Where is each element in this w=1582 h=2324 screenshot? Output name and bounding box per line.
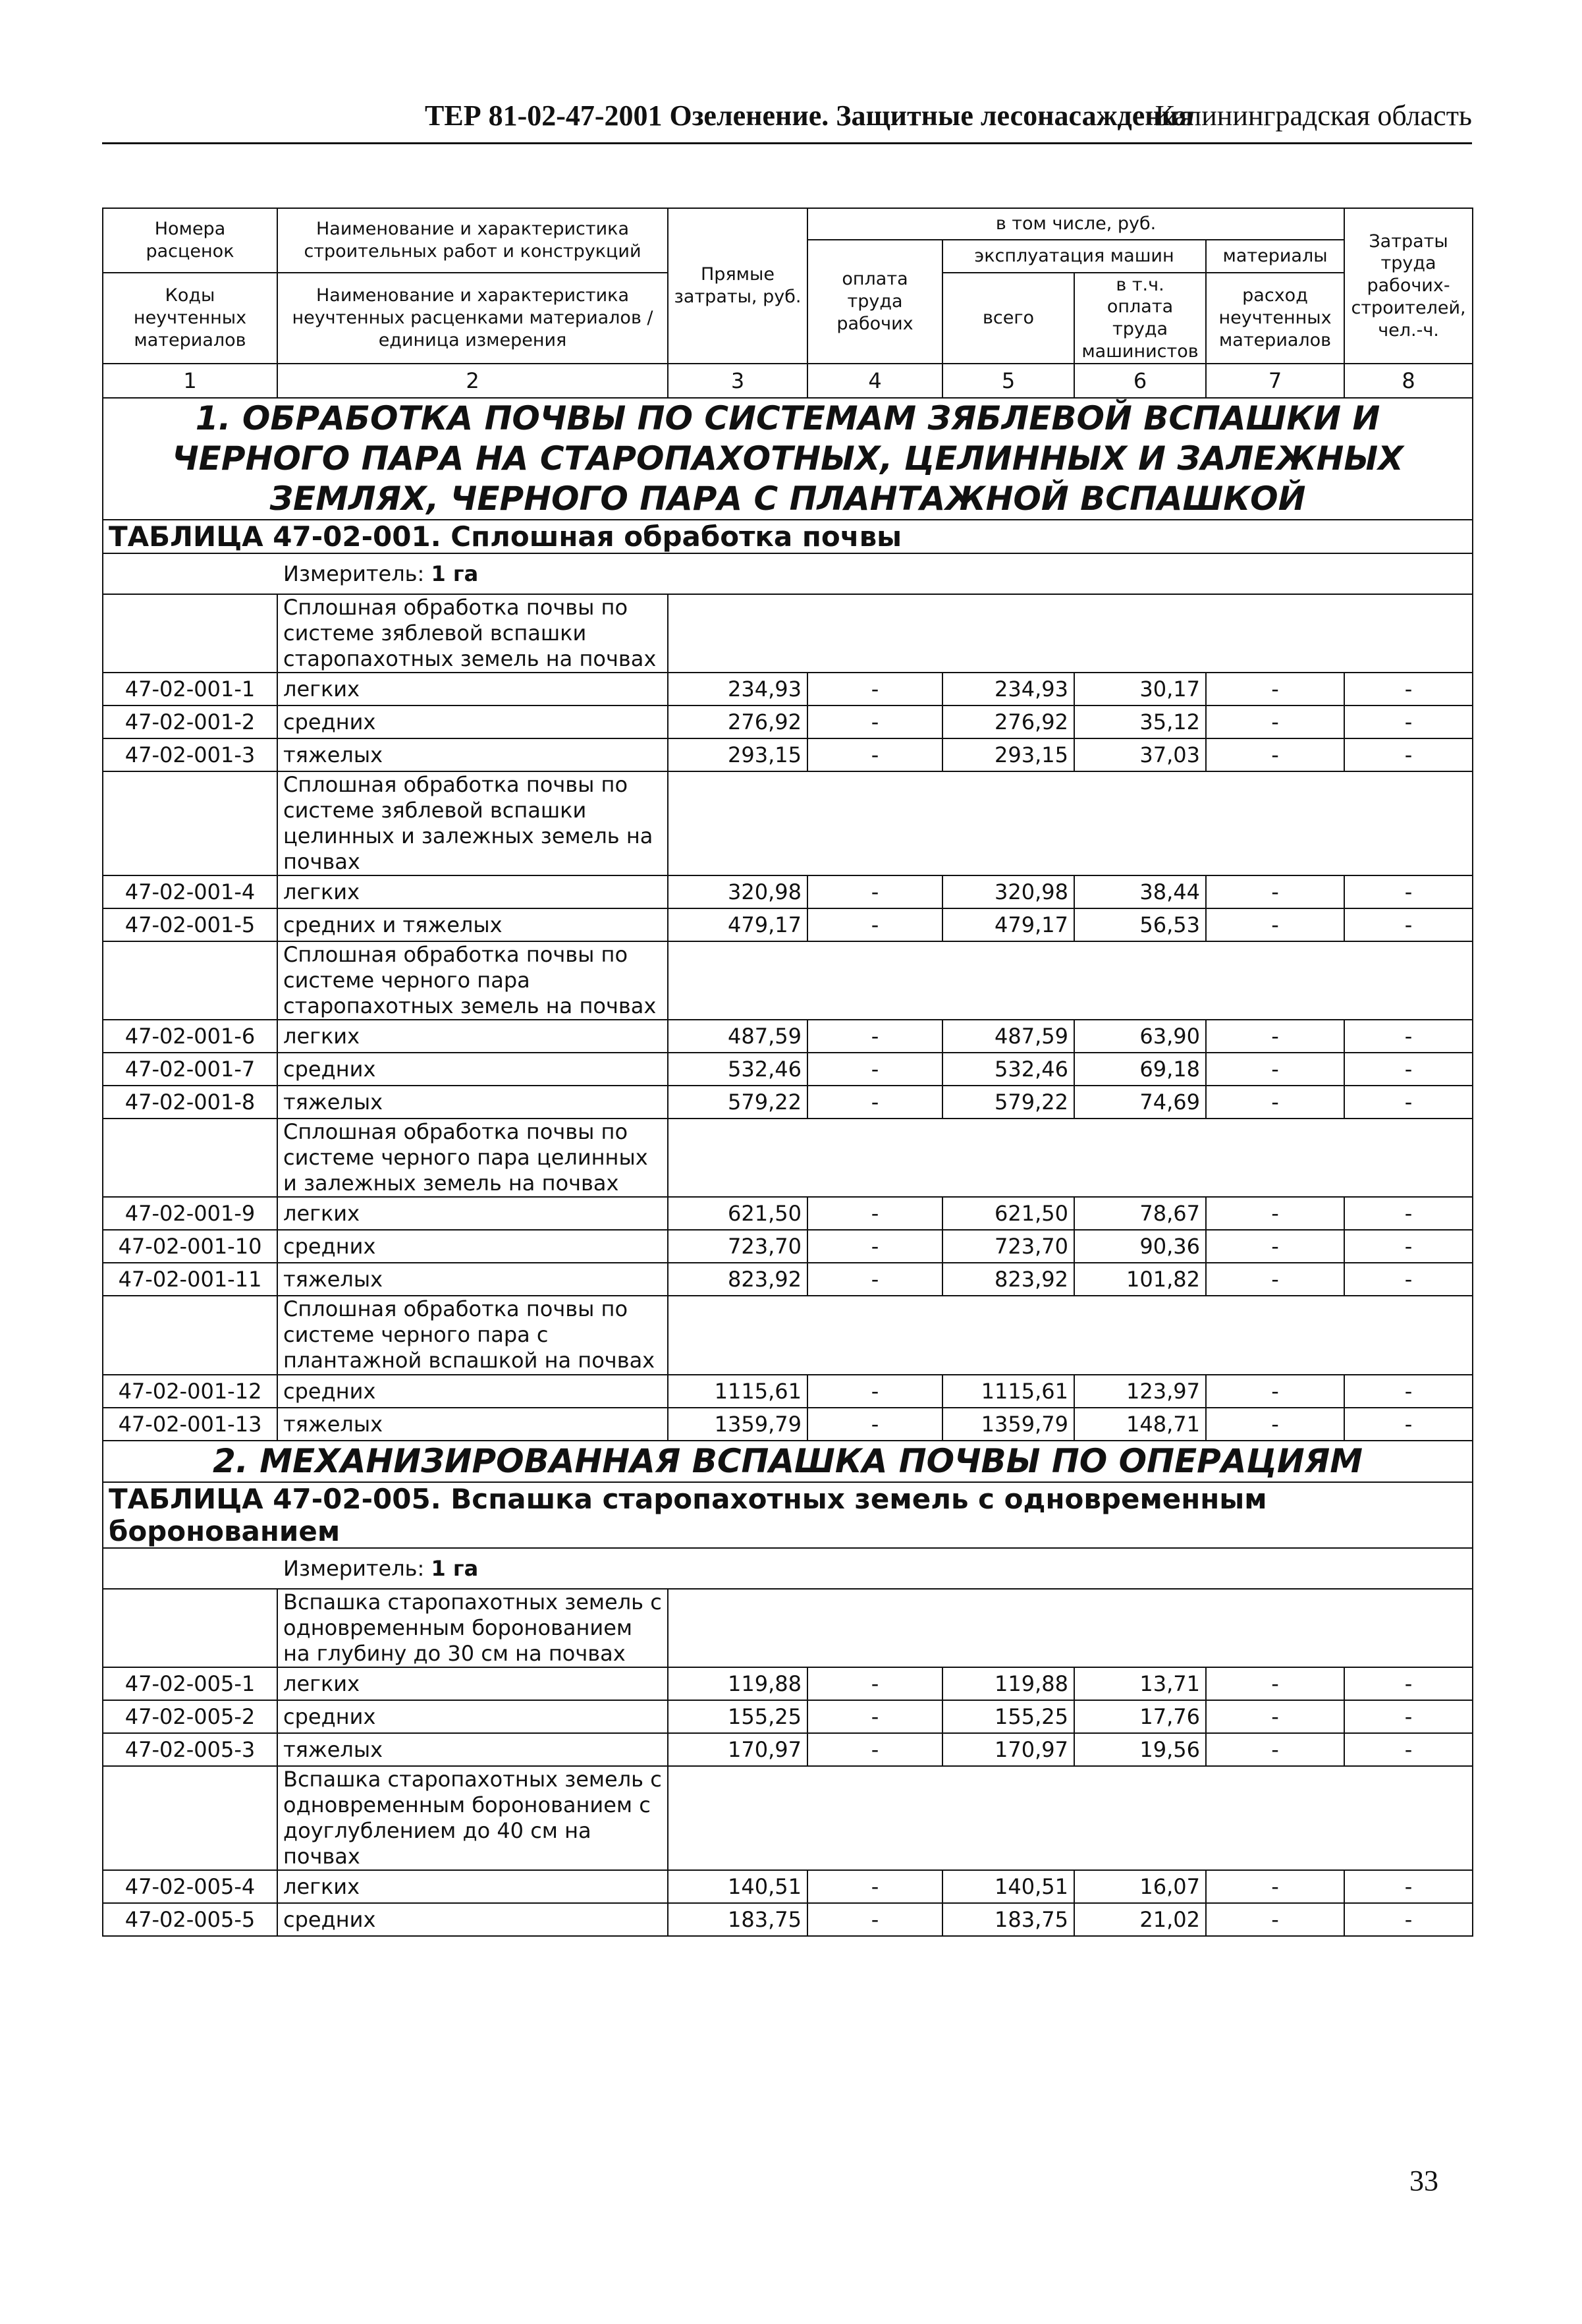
col-number: 8 — [1344, 364, 1473, 398]
col-number: 3 — [668, 364, 807, 398]
labor-value: - — [1344, 875, 1473, 908]
running-header — [102, 99, 1472, 144]
soil-type: средних — [277, 1700, 668, 1733]
rate-code: 47-02-001-5 — [103, 908, 277, 941]
materials-value: - — [1206, 1020, 1344, 1053]
operators-pay: 56,53 — [1074, 908, 1206, 941]
col-header-material-codes: Коды неучтенных материалов — [103, 273, 277, 364]
workers-pay: - — [807, 673, 942, 706]
workers-pay: - — [807, 1903, 942, 1936]
operators-pay: 16,07 — [1074, 1870, 1206, 1903]
materials-value: - — [1206, 1408, 1344, 1441]
table-row — [103, 1733, 1473, 1766]
labor-value: - — [1344, 706, 1473, 738]
soil-type: легких — [277, 1870, 668, 1903]
workers-pay: - — [807, 1375, 942, 1408]
direct-costs: 532,46 — [668, 1053, 807, 1086]
workers-pay: - — [807, 738, 942, 771]
group-values-blank — [668, 1119, 1473, 1197]
col-header-material-name: Наименование и характеристика неучтенных расценками материалов / единица измерения — [277, 273, 668, 364]
table-row — [103, 1263, 1473, 1296]
labor-value: - — [1344, 738, 1473, 771]
workers-pay: - — [807, 1733, 942, 1766]
soil-type: тяжелых — [277, 1408, 668, 1441]
materials-value: - — [1206, 1870, 1344, 1903]
labor-value: - — [1344, 1375, 1473, 1408]
operators-pay: 74,69 — [1074, 1086, 1206, 1119]
soil-type: тяжелых — [277, 1263, 668, 1296]
machines-total: 1115,61 — [942, 1375, 1074, 1408]
group-description: Сплошная обработка почвы по системе черного пара целинных и залежных земель на почвах — [277, 1119, 668, 1197]
machines-total: 276,92 — [942, 706, 1074, 738]
labor-value: - — [1344, 1020, 1473, 1053]
materials-value: - — [1206, 1375, 1344, 1408]
page-number: 33 — [1409, 2165, 1438, 2197]
group-code-blank — [103, 1766, 277, 1870]
soil-type: средних — [277, 1053, 668, 1086]
operators-pay: 78,67 — [1074, 1197, 1206, 1230]
workers-pay: - — [807, 706, 942, 738]
table-row — [103, 1408, 1473, 1441]
table-row — [103, 1870, 1473, 1903]
table-row — [103, 1020, 1473, 1053]
direct-costs: 119,88 — [668, 1667, 807, 1700]
rate-code: 47-02-001-6 — [103, 1020, 277, 1053]
soil-type: легких — [277, 1197, 668, 1230]
direct-costs: 155,25 — [668, 1700, 807, 1733]
col-header-workers-pay: оплата труда рабочих — [807, 240, 942, 364]
materials-value: - — [1206, 1053, 1344, 1086]
section-title: 1. ОБРАБОТКА ПОЧВЫ ПО СИСТЕМАМ ЗЯБЛЕВОЙ ВСПАШКИ И ЧЕРНОГО ПАРА НА СТАРОПАХОТНЫХ, ЦЕЛИННЫХ И ЗАЛЕЖНЫХ ЗЕМЛЯХ, ЧЕРНОГО ПАРА С ПЛАНТАЖНОЙ ВСПАШКОЙ — [103, 398, 1473, 520]
rate-code: 47-02-001-1 — [103, 673, 277, 706]
group-code-blank — [103, 1119, 277, 1197]
group-values-blank — [668, 941, 1473, 1020]
machines-total: 293,15 — [942, 738, 1074, 771]
operators-pay: 37,03 — [1074, 738, 1206, 771]
section-title: 2. МЕХАНИЗИРОВАННАЯ ВСПАШКА ПОЧВЫ ПО ОПЕРАЦИЯМ — [103, 1441, 1473, 1482]
soil-type: средних — [277, 1903, 668, 1936]
soil-type: легких — [277, 1667, 668, 1700]
group-description: Сплошная обработка почвы по системе зяблевой вспашки целинных и залежных земель на почвах — [277, 771, 668, 875]
group-description: Сплошная обработка почвы по системе зяблевой вспашки старопахотных земель на почвах — [277, 594, 668, 673]
group-code-blank — [103, 941, 277, 1020]
table-title: ТАБЛИЦА 47-02-001. Сплошная обработка почвы — [103, 520, 1473, 553]
rate-code: 47-02-005-2 — [103, 1700, 277, 1733]
soil-type: средних и тяжелых — [277, 908, 668, 941]
machines-total: 621,50 — [942, 1197, 1074, 1230]
rate-code: 47-02-005-3 — [103, 1733, 277, 1766]
machines-total: 170,97 — [942, 1733, 1074, 1766]
table-row — [103, 1903, 1473, 1936]
col-number: 5 — [942, 364, 1074, 398]
operators-pay: 19,56 — [1074, 1733, 1206, 1766]
group-values-blank — [668, 594, 1473, 673]
measure-value: 1 га — [431, 1555, 479, 1581]
rate-code: 47-02-005-5 — [103, 1903, 277, 1936]
soil-type: средних — [277, 1230, 668, 1263]
rate-code: 47-02-001-8 — [103, 1086, 277, 1119]
workers-pay: - — [807, 1263, 942, 1296]
table-row — [103, 1053, 1473, 1086]
direct-costs: 479,17 — [668, 908, 807, 941]
direct-costs: 320,98 — [668, 875, 807, 908]
group-values-blank — [668, 1296, 1473, 1374]
measure-unit — [103, 553, 1473, 594]
group-code-blank — [103, 1296, 277, 1374]
materials-value: - — [1206, 706, 1344, 738]
operators-pay: 123,97 — [1074, 1375, 1206, 1408]
col-header-material-consumption: расход неучтенных материалов — [1206, 273, 1344, 364]
col-header-direct-costs: Прямые затраты, руб. — [668, 208, 807, 364]
machines-total: 532,46 — [942, 1053, 1074, 1086]
soil-type: средних — [277, 1375, 668, 1408]
labor-value: - — [1344, 1197, 1473, 1230]
col-header-rate-numbers: Номера расценок — [103, 208, 277, 273]
materials-value: - — [1206, 1086, 1344, 1119]
machines-total: 579,22 — [942, 1086, 1074, 1119]
soil-type: тяжелых — [277, 1086, 668, 1119]
col-number: 7 — [1206, 364, 1344, 398]
table-row — [103, 673, 1473, 706]
direct-costs: 234,93 — [668, 673, 807, 706]
labor-value: - — [1344, 1230, 1473, 1263]
table-title: ТАБЛИЦА 47-02-005. Вспашка старопахотных земель с одновременным боронованием — [103, 1482, 1473, 1548]
rate-code: 47-02-005-4 — [103, 1870, 277, 1903]
workers-pay: - — [807, 1053, 942, 1086]
direct-costs: 579,22 — [668, 1086, 807, 1119]
rate-code: 47-02-005-1 — [103, 1667, 277, 1700]
direct-costs: 1115,61 — [668, 1375, 807, 1408]
direct-costs: 183,75 — [668, 1903, 807, 1936]
group-description: Сплошная обработка почвы по системе черного пара с плантажной вспашкой на почвах — [277, 1296, 668, 1374]
group-code-blank — [103, 771, 277, 875]
materials-value: - — [1206, 908, 1344, 941]
table-row — [103, 1230, 1473, 1263]
group-code-blank — [103, 1589, 277, 1667]
labor-value: - — [1344, 1733, 1473, 1766]
labor-value: - — [1344, 1667, 1473, 1700]
col-header-materials: материалы — [1206, 240, 1344, 273]
rate-code: 47-02-001-3 — [103, 738, 277, 771]
labor-value: - — [1344, 1263, 1473, 1296]
materials-value: - — [1206, 1230, 1344, 1263]
materials-value: - — [1206, 1667, 1344, 1700]
rate-code: 47-02-001-13 — [103, 1408, 277, 1441]
machines-total: 1359,79 — [942, 1408, 1074, 1441]
operators-pay: 35,12 — [1074, 706, 1206, 738]
running-header-title: ТЕР 81-02-47-2001 Озеленение. Защитные лесонасаждения — [425, 99, 1194, 132]
col-header-operators-pay: в т.ч. оплата труда машинистов — [1074, 273, 1206, 364]
direct-costs: 170,97 — [668, 1733, 807, 1766]
rate-code: 47-02-001-10 — [103, 1230, 277, 1263]
machines-total: 234,93 — [942, 673, 1074, 706]
group-description: Вспашка старопахотных земель с одновременным боронованием с доуглублением до 40 см на почвах — [277, 1766, 668, 1870]
workers-pay: - — [807, 1230, 942, 1263]
workers-pay: - — [807, 908, 942, 941]
table-row — [103, 706, 1473, 738]
col-number: 4 — [807, 364, 942, 398]
materials-value: - — [1206, 1263, 1344, 1296]
machines-total: 487,59 — [942, 1020, 1074, 1053]
operators-pay: 101,82 — [1074, 1263, 1206, 1296]
table-row — [103, 1700, 1473, 1733]
machines-total: 479,17 — [942, 908, 1074, 941]
direct-costs: 487,59 — [668, 1020, 807, 1053]
operators-pay: 21,02 — [1074, 1903, 1206, 1936]
group-code-blank — [103, 594, 277, 673]
operators-pay: 90,36 — [1074, 1230, 1206, 1263]
operators-pay: 30,17 — [1074, 673, 1206, 706]
measure-label: Измеритель: — [283, 1555, 425, 1581]
operators-pay: 17,76 — [1074, 1700, 1206, 1733]
group-description: Вспашка старопахотных земель с одновременным боронованием на глубину до 30 см на почвах — [277, 1589, 668, 1667]
running-header-region: Калининградская область — [1155, 99, 1472, 132]
workers-pay: - — [807, 1020, 942, 1053]
labor-value: - — [1344, 1903, 1473, 1936]
labor-value: - — [1344, 1700, 1473, 1733]
machines-total: 140,51 — [942, 1870, 1074, 1903]
soil-type: легких — [277, 673, 668, 706]
machines-total: 183,75 — [942, 1903, 1074, 1936]
rate-code: 47-02-001-9 — [103, 1197, 277, 1230]
table-row — [103, 908, 1473, 941]
machines-total: 823,92 — [942, 1263, 1074, 1296]
labor-value: - — [1344, 1086, 1473, 1119]
rate-code: 47-02-001-4 — [103, 875, 277, 908]
soil-type: тяжелых — [277, 738, 668, 771]
labor-value: - — [1344, 908, 1473, 941]
measure-label: Измеритель: — [283, 561, 425, 586]
col-header-work-name: Наименование и характеристика строительных работ и конструкций — [277, 208, 668, 273]
materials-value: - — [1206, 1700, 1344, 1733]
direct-costs: 276,92 — [668, 706, 807, 738]
operators-pay: 13,71 — [1074, 1667, 1206, 1700]
col-number: 1 — [103, 364, 277, 398]
labor-value: - — [1344, 1053, 1473, 1086]
direct-costs: 723,70 — [668, 1230, 807, 1263]
group-values-blank — [668, 1766, 1473, 1870]
workers-pay: - — [807, 1086, 942, 1119]
materials-value: - — [1206, 1197, 1344, 1230]
table-row — [103, 875, 1473, 908]
materials-value: - — [1206, 673, 1344, 706]
workers-pay: - — [807, 1197, 942, 1230]
workers-pay: - — [807, 1408, 942, 1441]
rates-table — [102, 208, 1473, 1937]
direct-costs: 621,50 — [668, 1197, 807, 1230]
table-row — [103, 1197, 1473, 1230]
materials-value: - — [1206, 1903, 1344, 1936]
machines-total: 320,98 — [942, 875, 1074, 908]
soil-type: средних — [277, 706, 668, 738]
direct-costs: 293,15 — [668, 738, 807, 771]
operators-pay: 63,90 — [1074, 1020, 1206, 1053]
soil-type: легких — [277, 1020, 668, 1053]
table-row — [103, 1667, 1473, 1700]
col-header-labor: Затраты труда рабочих-строителей, чел.-ч. — [1344, 208, 1473, 364]
machines-total: 155,25 — [942, 1700, 1074, 1733]
soil-type: тяжелых — [277, 1733, 668, 1766]
workers-pay: - — [807, 1667, 942, 1700]
rate-code: 47-02-001-12 — [103, 1375, 277, 1408]
materials-value: - — [1206, 1733, 1344, 1766]
measure-value: 1 га — [431, 561, 479, 586]
workers-pay: - — [807, 1700, 942, 1733]
direct-costs: 1359,79 — [668, 1408, 807, 1441]
col-header-machines-total: всего — [942, 273, 1074, 364]
direct-costs: 823,92 — [668, 1263, 807, 1296]
table-row — [103, 738, 1473, 771]
operators-pay: 69,18 — [1074, 1053, 1206, 1086]
rate-code: 47-02-001-11 — [103, 1263, 277, 1296]
col-number: 2 — [277, 364, 668, 398]
group-values-blank — [668, 1589, 1473, 1667]
materials-value: - — [1206, 875, 1344, 908]
workers-pay: - — [807, 1870, 942, 1903]
col-header-machines: эксплуатация машин — [942, 240, 1206, 273]
machines-total: 119,88 — [942, 1667, 1074, 1700]
labor-value: - — [1344, 1870, 1473, 1903]
group-values-blank — [668, 771, 1473, 875]
table-row — [103, 1375, 1473, 1408]
rate-code: 47-02-001-2 — [103, 706, 277, 738]
labor-value: - — [1344, 673, 1473, 706]
operators-pay: 38,44 — [1074, 875, 1206, 908]
group-description: Сплошная обработка почвы по системе черного пара старопахотных земель на почвах — [277, 941, 668, 1020]
col-header-including: в том числе, руб. — [807, 208, 1344, 240]
workers-pay: - — [807, 875, 942, 908]
table-row — [103, 1086, 1473, 1119]
operators-pay: 148,71 — [1074, 1408, 1206, 1441]
rate-code: 47-02-001-7 — [103, 1053, 277, 1086]
soil-type: легких — [277, 875, 668, 908]
materials-value: - — [1206, 738, 1344, 771]
measure-unit — [103, 1548, 1473, 1589]
col-number: 6 — [1074, 364, 1206, 398]
direct-costs: 140,51 — [668, 1870, 807, 1903]
labor-value: - — [1344, 1408, 1473, 1441]
machines-total: 723,70 — [942, 1230, 1074, 1263]
